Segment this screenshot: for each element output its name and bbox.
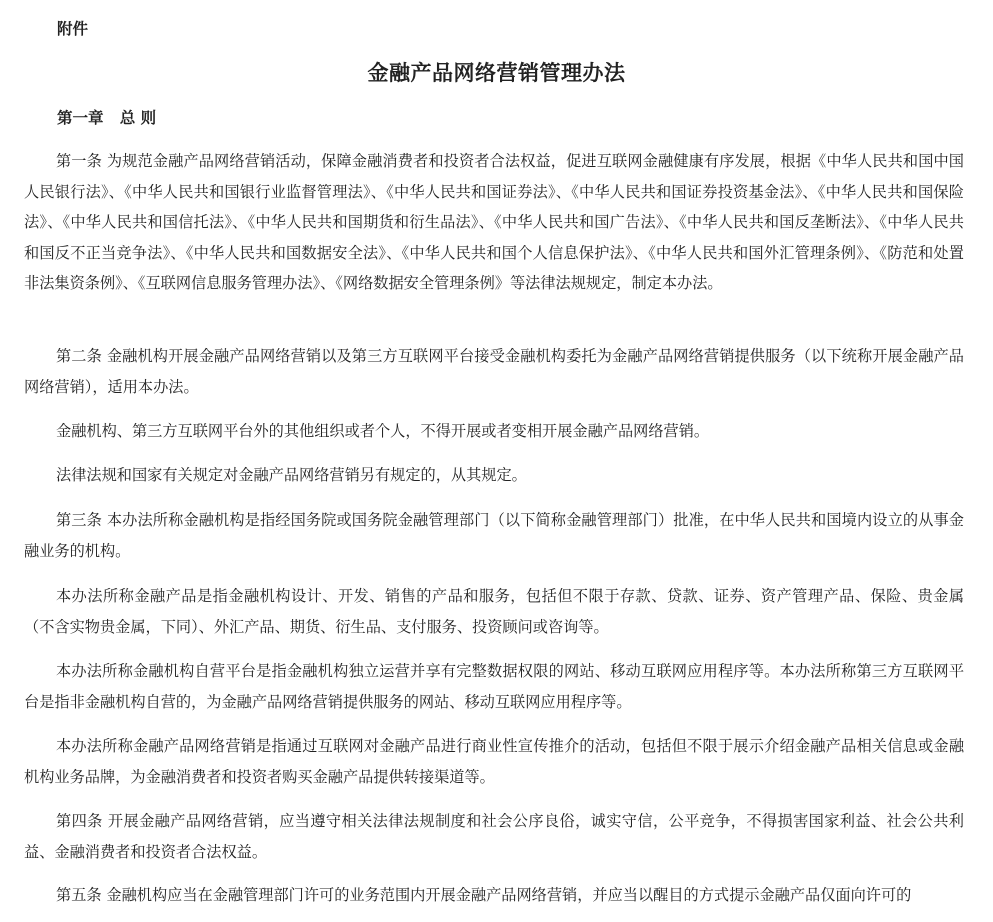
paragraph-article-2: 第二条 金融机构开展金融产品网络营销以及第三方互联网平台接受金融机构委托为金融产品网络营销提供服务（以下统称开展金融产品网络营销），适用本办法。 xyxy=(24,347,964,396)
paragraph-article-5: 第五条 金融机构应当在金融管理部门许可的业务范围内开展金融产品网络营销，并应当以醒目的方式提示金融产品仅面向许可的 xyxy=(56,886,912,904)
paragraph-article-1: 第一条 为规范金融产品网络营销活动，保障金融消费者和投资者合法权益，促进互联网金融健康有序发展，根据《中华人民共和国中国人民银行法》、《中华人民共和国银行业监督管理法》、《中华人民共和国证券法》、《中华人民共和国证券投资基金法》、《中华人民共和国保险法》、《中华人民共和国信托法》、《中华人民共和国期货和衍生品法》、《中华人民共和国广告法》、《中华人民共和国反垄断法》、《中华人民共和国反不正当竞争法》、《中华人民共和国数据安全法》、《中华人民共和国个人信息保护法》、《中华人民共和国外汇管理条例》、《防范和处置非法集资条例》、《互联网信息服务管理办法》、《网络数据安全管理条例》等法律法规规定，制定本办法。 xyxy=(24,152,964,292)
paragraph-article-3-clause-2: 本办法所称金融产品是指金融机构设计、开发、销售的产品和服务，包括但不限于存款、贷款、证券、资产管理产品、保险、贵金属（不含实物贵金属，下同）、外汇产品、期货、衍生品、支付服务、投资顾问或咨询等。 xyxy=(24,587,964,636)
paragraph-article-3-clause-4: 本办法所称金融产品网络营销是指通过互联网对金融产品进行商业性宣传推介的活动，包括但不限于展示介绍金融产品相关信息或金融机构业务品牌，为金融消费者和投资者购买金融产品提供转接渠道等。 xyxy=(24,737,964,786)
attachment-label: 附件 xyxy=(57,20,89,38)
paragraph-article-4: 第四条 开展金融产品网络营销，应当遵守相关法律法规制度和社会公序良俗，诚实守信，公平竞争，不得损害国家利益、社会公共利益、金融消费者和投资者合法权益。 xyxy=(24,812,964,861)
paragraph-article-2-clause-2: 金融机构、第三方互联网平台外的其他组织或者个人，不得开展或者变相开展金融产品网络营销。 xyxy=(56,422,710,440)
document-title: 金融产品网络营销管理办法 xyxy=(367,60,626,85)
paragraph-article-2-clause-3: 法律法规和国家有关规定对金融产品网络营销另有规定的，从其规定。 xyxy=(56,466,527,484)
chapter-heading: 第一章 总 则 xyxy=(57,109,157,127)
paragraph-article-3: 第三条 本办法所称金融机构是指经国务院或国务院金融管理部门（以下简称金融管理部门）批准，在中华人民共和国境内设立的从事金融业务的机构。 xyxy=(24,511,964,560)
paragraph-article-3-clause-3: 本办法所称金融机构自营平台是指金融机构独立运营并享有完整数据权限的网站、移动互联网应用程序等。本办法所称第三方互联网平台是指非金融机构自营的，为金融产品网络营销提供服务的网站、移动互联网应用程序等。 xyxy=(24,662,964,711)
